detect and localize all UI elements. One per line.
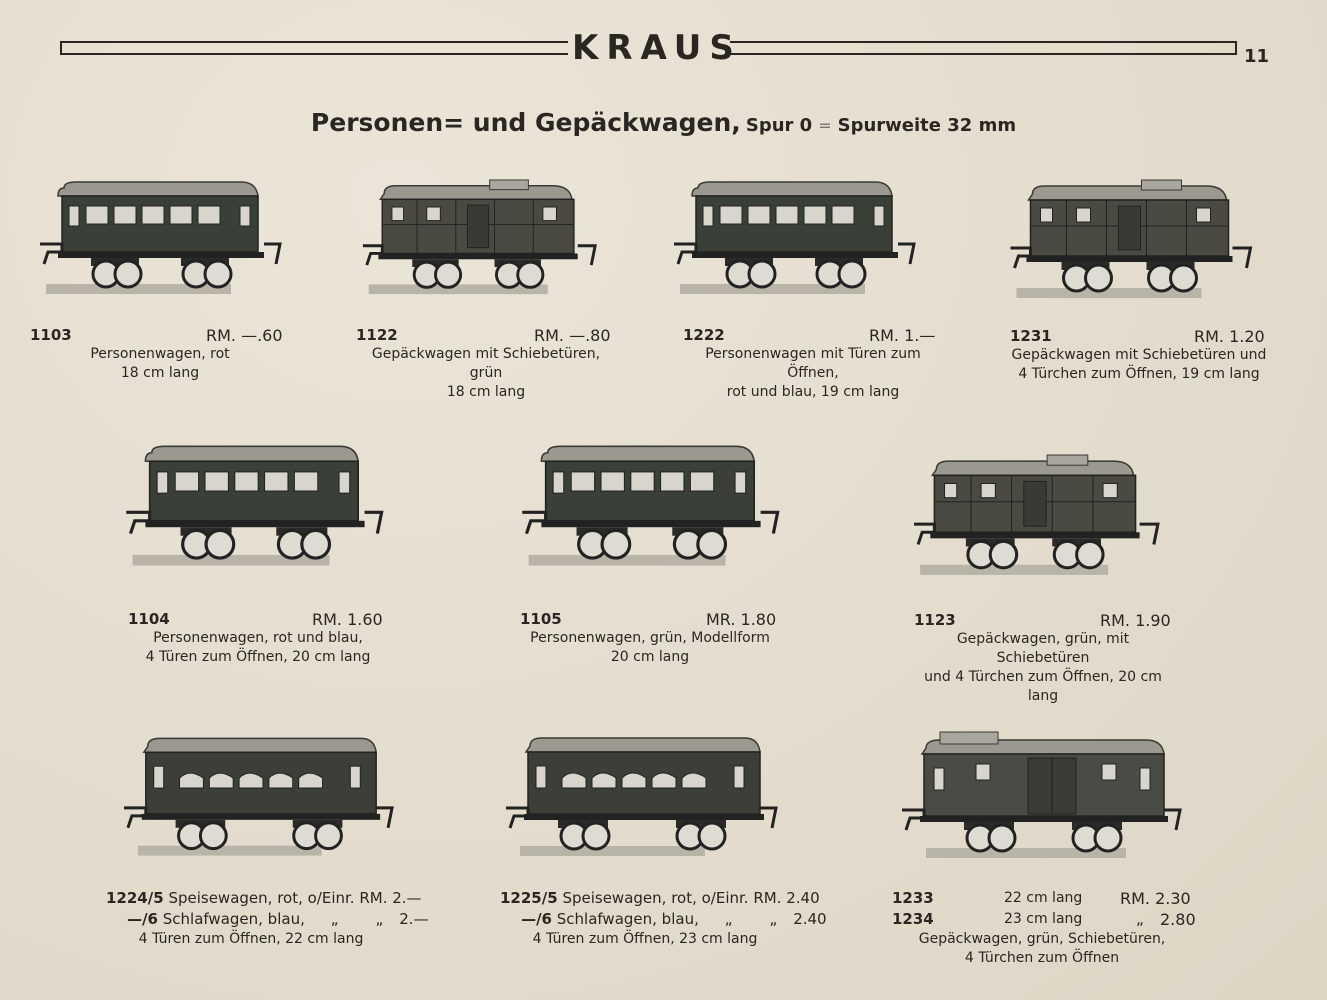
item-1104-caption <box>128 610 388 667</box>
item-row-schlafwagen <box>500 909 827 930</box>
item-number: 1122 <box>356 326 398 344</box>
item-description: Speisewagen, rot, o/Einr. <box>562 889 749 907</box>
gepaeckwagen-1233-illustration <box>896 722 1186 868</box>
item-number: 1104 <box>128 610 170 628</box>
item-description-cont: 4 Türchen zum Öffnen <box>964 950 1120 966</box>
item-number: 1105 <box>520 610 562 628</box>
title-gauge: Spur 0 <box>745 115 813 136</box>
item-price: RM. 1.— <box>869 326 936 345</box>
item-price-variant: 2.80 <box>1160 910 1196 929</box>
gepaeckwagen-1123-illustration <box>910 452 1164 582</box>
item-description: Personenwagen, grün, Modellform <box>530 630 770 646</box>
item-1122-image <box>355 178 605 298</box>
ditto-mark: „ <box>330 910 339 928</box>
page-number: 11 <box>1244 46 1270 67</box>
item-number: 1225/5 <box>500 889 558 907</box>
item-price: RM. 2.40 <box>753 889 820 907</box>
item-price: RM. 1.20 <box>1194 327 1265 346</box>
title-track-width: Spurweite 32 mm <box>837 115 1017 136</box>
ditto-mark: „ <box>769 910 778 928</box>
item-1105-caption <box>520 610 780 667</box>
item-description: Gepäckwagen mit Schiebetüren und <box>1011 347 1267 363</box>
item-1231-image <box>1004 178 1259 302</box>
item-row-1233 <box>892 888 1202 909</box>
page-title <box>0 108 1327 137</box>
item-1225-caption <box>500 888 827 949</box>
item-price-variant: 2.— <box>399 910 429 928</box>
item-description: Personenwagen mit Türen zum Öffnen, <box>705 346 921 381</box>
item-length: 22 cm lang <box>1004 890 1083 906</box>
item-number: 1222 <box>683 326 725 344</box>
item-length-variant: 23 cm lang <box>1004 911 1083 927</box>
item-description-variant: Schlafwagen, blau, <box>162 910 305 928</box>
item-row-speisewagen <box>106 888 422 909</box>
item-number: 1231 <box>1010 327 1052 345</box>
title-sep: = <box>818 116 832 135</box>
item-1122-caption <box>356 326 616 402</box>
item-1103-caption <box>30 326 290 383</box>
speisewagen-1225-illustration <box>500 726 782 866</box>
item-description: Gepäckwagen mit Schiebetüren, grün <box>371 346 601 381</box>
item-1233-caption <box>892 888 1202 968</box>
item-length: rot und blau, 19 cm lang <box>726 384 900 400</box>
personenwagen-1104-illustration <box>122 442 388 572</box>
personenwagen-1105-illustration <box>518 442 784 572</box>
item-number: 1233 <box>892 889 934 907</box>
item-length: 20 cm lang <box>610 649 690 665</box>
item-length: 4 Türen zum Öffnen, 23 cm lang <box>532 931 758 947</box>
item-1224-image <box>118 726 398 866</box>
personenwagen-1222-illustration <box>670 178 920 298</box>
item-1103-image <box>36 178 286 298</box>
item-1222-caption <box>683 326 943 402</box>
item-number: 1224/5 <box>106 889 164 907</box>
item-description: Personenwagen, rot <box>90 346 230 362</box>
item-description: Speisewagen, rot, o/Einr. <box>168 889 355 907</box>
item-number: 1123 <box>914 611 956 629</box>
personenwagen-1103-illustration <box>36 178 286 298</box>
item-price: RM. 1.60 <box>312 610 383 629</box>
ditto-mark: „ <box>724 910 733 928</box>
item-1222-image <box>670 178 920 298</box>
item-number-variant: 1234 <box>892 910 934 928</box>
brand-title: KRAUS <box>572 28 742 68</box>
item-row-schlafwagen <box>106 909 429 930</box>
header-rule-left <box>60 41 568 55</box>
item-row-1234 <box>892 909 1202 930</box>
item-price-variant: 2.40 <box>793 910 827 928</box>
item-price: RM. —.80 <box>534 326 611 345</box>
item-price: RM. 1.90 <box>1100 611 1171 630</box>
item-length: und 4 Türchen zum Öffnen, 20 cm lang <box>924 669 1162 704</box>
item-length: 18 cm lang <box>120 365 200 381</box>
item-length: 4 Türchen zum Öffnen, 19 cm lang <box>1018 366 1260 382</box>
item-description: Personenwagen, rot und blau, <box>153 630 363 646</box>
title-main: Personen= und Gepäckwagen, <box>310 108 741 137</box>
item-price: RM. 2.— <box>359 889 422 907</box>
item-price: MR. 1.80 <box>706 610 777 629</box>
item-1123-image <box>910 452 1164 582</box>
item-description: Gepäckwagen, grün, Schiebetüren, <box>918 931 1166 947</box>
item-price: RM. 2.30 <box>1120 889 1191 908</box>
item-length: 4 Türen zum Öffnen, 22 cm lang <box>138 931 364 947</box>
header-rule-right <box>730 41 1237 55</box>
item-number-variant: —/6 <box>521 910 552 928</box>
ditto-mark: „ <box>375 910 384 928</box>
item-1224-caption <box>106 888 429 949</box>
gepaeckwagen-1122-illustration <box>355 178 605 298</box>
item-description-variant: Schlafwagen, blau, <box>556 910 699 928</box>
item-1104-image <box>122 442 388 572</box>
item-1233-image <box>896 722 1186 868</box>
gepaeckwagen-1231-illustration <box>1004 178 1259 302</box>
item-1225-image <box>500 726 782 866</box>
item-1105-image <box>518 442 784 572</box>
item-length: 4 Türen zum Öffnen, 20 cm lang <box>145 649 371 665</box>
item-1123-caption <box>914 611 1172 706</box>
item-1231-caption <box>1010 327 1268 384</box>
item-row-speisewagen <box>500 888 820 909</box>
item-number-variant: —/6 <box>127 910 158 928</box>
item-price: RM. —.60 <box>206 326 283 345</box>
item-number: 1103 <box>30 326 72 344</box>
item-description: Gepäckwagen, grün, mit Schiebetüren <box>956 631 1130 666</box>
item-length: 18 cm lang <box>446 384 526 400</box>
ditto-mark: „ <box>1136 910 1144 928</box>
speisewagen-1224-illustration <box>118 726 398 866</box>
